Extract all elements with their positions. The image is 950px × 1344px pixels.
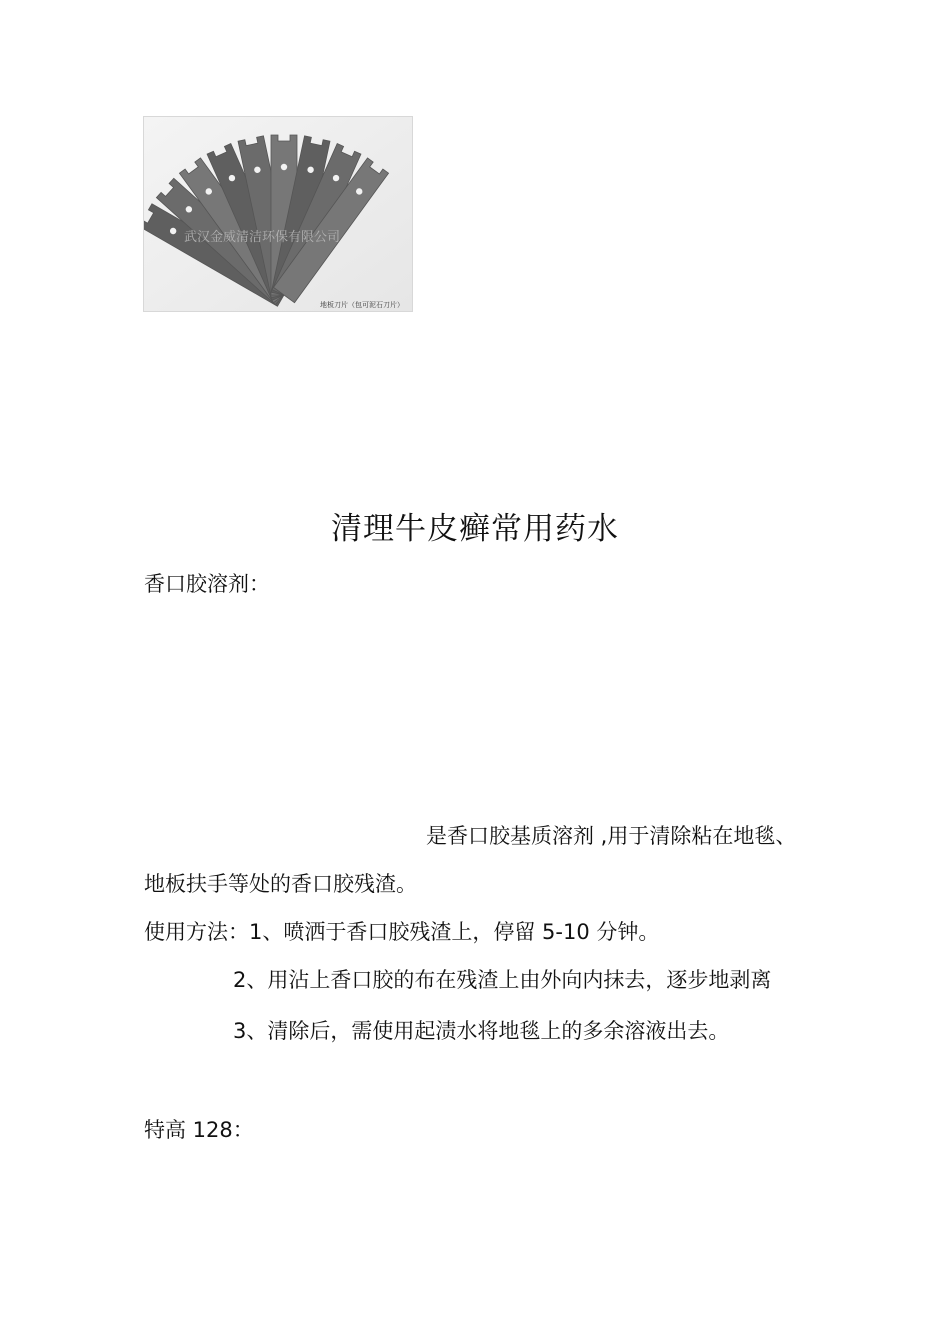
description-line-2: 地板扶手等处的香口胶残渣。 — [144, 872, 417, 896]
blades-fan-icon — [144, 117, 412, 311]
usage-step-2: 2、用沾上香口胶的布在残渣上由外向内抹去，逐步地剥离 — [233, 968, 772, 992]
page-title: 清理牛皮癣常用药水 — [331, 511, 619, 547]
section-heading-special-128: 特高 128： — [144, 1118, 254, 1142]
image-caption: 地板刀片（包可泥石刀片） — [320, 301, 404, 309]
usage-step-3: 3、清除后，需使用起渍水将地毯上的多余溶液出去。 — [233, 1019, 730, 1043]
section-heading-gum-solvent: 香口胶溶剂： — [144, 572, 270, 596]
blades-photo — [143, 116, 413, 312]
watermark-text: 武汉金威清洁环保有限公司 — [183, 230, 341, 245]
usage-step-1: 使用方法：1、喷洒于香口胶残渣上，停留 5-10 分钟。 — [144, 920, 660, 944]
description-line-1: 是香口胶基质溶剂 ,用于清除粘在地毯、 — [426, 824, 797, 848]
